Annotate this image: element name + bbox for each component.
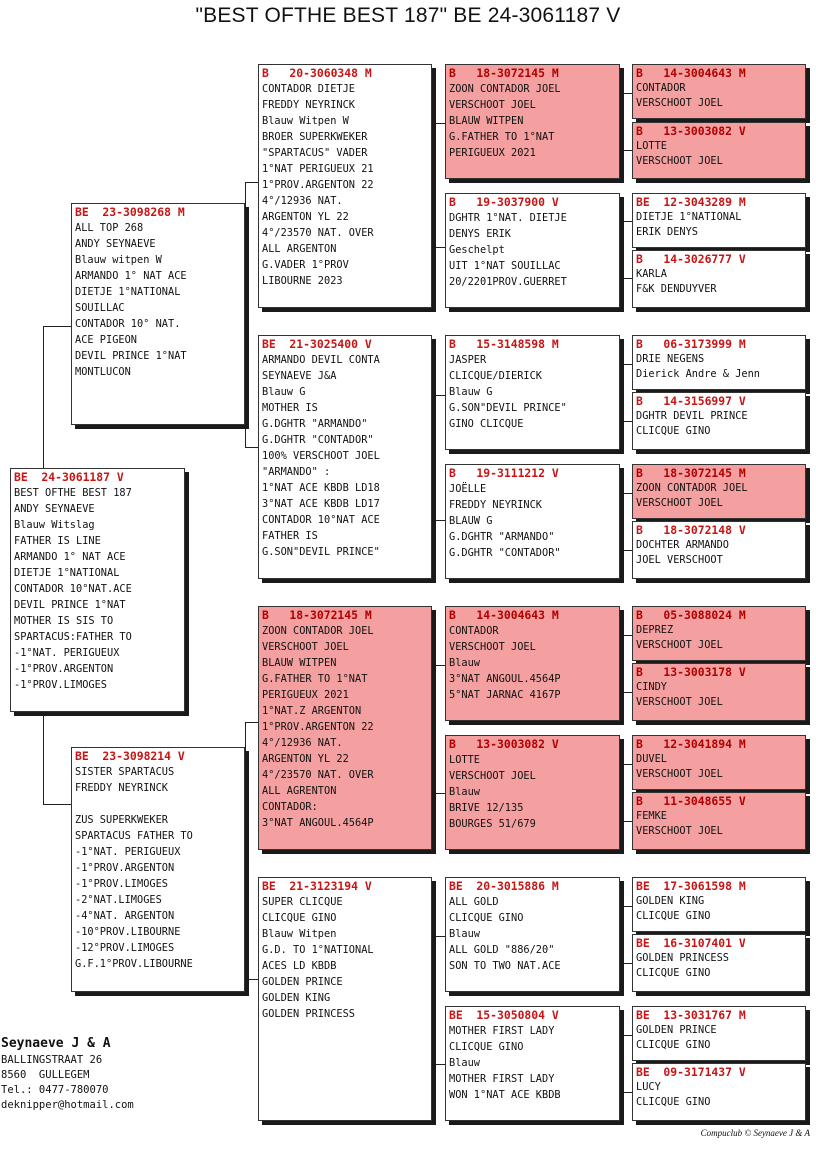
pigeon-card-gen4	[632, 64, 806, 119]
card-line: ARMANDO DEVIL CONTA	[262, 354, 380, 366]
connector-line	[432, 793, 445, 794]
card-line: G.VADER 1°PROV	[262, 259, 349, 271]
connector-line	[432, 665, 433, 793]
card-line: ALL GOLD	[449, 896, 499, 908]
card-line: FREDDY NEYRINCK	[262, 99, 355, 111]
card-line: BROER SUPERKWEKER	[262, 131, 368, 143]
owner-city: 8560 GULLEGEM	[1, 1069, 90, 1081]
ring-number: B 13-3003082 V	[636, 124, 746, 138]
card-line: SOUILLAC	[75, 302, 125, 314]
card-line: VERSCHOOT JOEL	[636, 155, 723, 167]
connector-line	[620, 421, 632, 422]
ring-number: B 14-3004643 M	[449, 608, 559, 622]
card-line: F&K DENDUYVER	[636, 283, 717, 295]
card-line: BEST OFTHE BEST 187	[14, 487, 132, 499]
connector-line	[620, 764, 632, 765]
card-line: 1°NAT PERIGUEUX 21	[262, 163, 374, 175]
card-line: VERSCHOOT JOEL	[636, 825, 723, 837]
ring-number: BE 24-3061187 V	[14, 470, 124, 484]
connector-line	[620, 635, 621, 692]
card-line: -1°NAT. PERIGUEUX	[14, 647, 120, 659]
card-line: LOTTE	[636, 140, 667, 152]
card-line: -1°NAT. PERIGUEUX	[75, 846, 181, 858]
card-line: -1°PROV.LIMOGES	[14, 679, 107, 691]
card-line: VERSCHOOT JOEL	[636, 97, 723, 109]
card-line: VERSCHOOT JOEL	[636, 696, 723, 708]
pigeon-card-gen3	[445, 606, 620, 721]
card-line: G.SON"DEVIL PRINCE"	[449, 402, 567, 414]
connector-line	[620, 1092, 632, 1093]
card-line: BRIVE 12/135	[449, 802, 524, 814]
card-line: MOTHER IS	[262, 402, 318, 414]
connector-line	[432, 1064, 445, 1065]
connector-line	[432, 936, 433, 1064]
pigeon-card-gen3	[445, 335, 620, 450]
pigeon-card-dam-dam	[258, 877, 432, 1121]
pigeon-card-gen3	[445, 64, 620, 179]
card-line: WON 1°NAT ACE KBDB	[449, 1089, 561, 1101]
card-line: CLICQUE GINO	[636, 1096, 711, 1108]
pigeon-card-gen4	[632, 606, 806, 661]
pigeon-card-dam-sire	[258, 606, 432, 850]
card-line: -1°PROV.LIMOGES	[75, 878, 168, 890]
card-line: CONTADOR:	[262, 801, 318, 813]
pigeon-card-gen3	[445, 464, 620, 579]
card-line: MOTHER FIRST LADY	[449, 1073, 555, 1085]
card-line: FATHER IS LINE	[14, 535, 101, 547]
connector-line	[432, 123, 433, 247]
card-line: Blauw	[449, 1057, 480, 1069]
connector-line	[620, 550, 632, 551]
connector-line	[620, 906, 621, 963]
card-line: GOLDEN PRINCE	[636, 1024, 717, 1036]
pigeon-card-subject	[10, 468, 185, 712]
card-line: Blauw witpen W	[75, 254, 162, 266]
pigeon-card-gen4	[632, 193, 806, 248]
connector-line	[620, 93, 632, 94]
card-line: -4°NAT. ARGENTON	[75, 910, 175, 922]
card-line: ALL AGRENTON	[262, 785, 337, 797]
ring-number: B 13-3003082 V	[449, 737, 559, 751]
card-line: CONTADOR 10° NAT.	[75, 318, 181, 330]
card-line: Blauw G	[262, 386, 306, 398]
card-line: DOCHTER ARMANDO	[636, 539, 729, 551]
card-line: DEVIL PRINCE 1°NAT	[14, 599, 126, 611]
pigeon-card-gen4	[632, 122, 806, 179]
card-line: FATHER IS	[262, 530, 318, 542]
card-line: Blauw Witpen	[262, 928, 337, 940]
card-line: ARMANDO 1° NAT ACE	[75, 270, 187, 282]
connector-line	[620, 364, 632, 365]
ring-number: B 13-3003178 V	[636, 665, 746, 679]
owner-street: BALLINGSTRAAT 26	[1, 1054, 103, 1066]
card-line: CLICQUE/DIERICK	[449, 370, 542, 382]
connector-line	[620, 364, 621, 421]
ring-number: B 14-3026777 V	[636, 252, 746, 266]
card-line: ALL TOP 268	[75, 222, 144, 234]
card-line: -1°PROV.ARGENTON	[75, 862, 175, 874]
card-line: GOLDEN PRINCESS	[636, 952, 729, 964]
ring-number: BE 23-3098268 M	[75, 205, 185, 219]
card-line: BLAUW WITPEN	[449, 115, 524, 127]
card-line: Blauw	[449, 786, 480, 798]
connector-line	[620, 278, 632, 279]
card-line: CINDY	[636, 681, 667, 693]
card-line: ZOON CONTADOR JOEL	[262, 625, 374, 637]
owner-name: Seynaeve J & A	[1, 1036, 111, 1051]
card-line: KARLA	[636, 268, 667, 280]
card-line: CONTADOR DIETJE	[262, 83, 355, 95]
card-line: 4°/23570 NAT. OVER	[262, 769, 374, 781]
connector-line	[620, 1035, 621, 1092]
card-line: ACE PIGEON	[75, 334, 137, 346]
card-line: VERSCHOOT JOEL	[636, 639, 723, 651]
card-line: Blauw	[449, 657, 480, 669]
connector-line	[245, 979, 258, 980]
card-line: 20/2201PROV.GUERRET	[449, 276, 567, 288]
card-line: LIBOURNE 2023	[262, 275, 343, 287]
ring-number: BE 21-3025400 V	[262, 337, 372, 351]
card-line: 1°NAT.Z ARGENTON	[262, 705, 362, 717]
card-line: SON TO TWO NAT.ACE	[449, 960, 561, 972]
card-line: VERSCHOOT JOEL	[449, 641, 536, 653]
connector-line	[245, 182, 246, 447]
pigeon-card-gen4	[632, 464, 806, 519]
owner-email: deknipper@hotmail.com	[1, 1099, 134, 1111]
ring-number: BE 09-3171437 V	[636, 1065, 746, 1079]
owner-block	[1, 1035, 134, 1113]
card-line: CLICQUE GINO	[636, 967, 711, 979]
card-line: GINO CLICQUE	[449, 418, 524, 430]
ring-number: B 14-3004643 M	[636, 66, 746, 80]
pigeon-card-gen4	[632, 735, 806, 790]
card-line: ZOON CONTADOR JOEL	[449, 83, 561, 95]
pigeon-card-sire-sire	[258, 64, 432, 308]
connector-line	[620, 821, 632, 822]
card-line: PERIGUEUX 2021	[449, 147, 536, 159]
card-line: ARMANDO 1° NAT ACE	[14, 551, 126, 563]
card-line: -10°PROV.LIBOURNE	[75, 926, 181, 938]
ring-number: B 20-3060348 M	[262, 66, 372, 80]
pigeon-card-sire	[71, 203, 245, 425]
connector-line	[620, 963, 632, 964]
pigeon-card-gen3	[445, 1006, 620, 1121]
connector-line	[620, 493, 632, 494]
card-line: ARGENTON YL 22	[262, 211, 349, 223]
connector-line	[432, 395, 433, 520]
card-line: CLICQUE GINO	[449, 1041, 524, 1053]
card-line: ALL ARGENTON	[262, 243, 337, 255]
card-line: JASPER	[449, 354, 487, 366]
connector-line	[43, 804, 71, 805]
pigeon-card-gen4	[632, 250, 806, 308]
ring-number: B 18-3072145 M	[449, 66, 559, 80]
card-line: DIETJE 1°NATIONAL	[75, 286, 181, 298]
card-line: CONTADOR	[636, 82, 686, 94]
pigeon-card-gen3	[445, 735, 620, 850]
pigeon-card-sire-dam	[258, 335, 432, 579]
ring-number: BE 21-3123194 V	[262, 879, 372, 893]
card-line: SPARTACUS:FATHER TO	[14, 631, 132, 643]
card-line: ARGENTON YL 22	[262, 753, 349, 765]
card-line: DGHTR DEVIL PRINCE	[636, 410, 748, 422]
card-line: ZUS SUPERKWEKER	[75, 814, 168, 826]
pigeon-card-gen4	[632, 792, 806, 850]
card-line: DIETJE 1°NATIONAL	[14, 567, 120, 579]
card-line: GOLDEN PRINCE	[262, 976, 343, 988]
card-line: -12°PROV.LIMOGES	[75, 942, 175, 954]
pigeon-card-dam	[71, 747, 245, 992]
card-line: MOTHER FIRST LADY	[449, 1025, 555, 1037]
card-line: SUPER CLICQUE	[262, 896, 343, 908]
pigeon-card-gen4	[632, 934, 806, 992]
ring-number: B 18-3072148 V	[636, 523, 746, 537]
card-line: FREDDY NEYRINCK	[449, 499, 542, 511]
connector-line	[43, 712, 44, 804]
card-line: VERSCHOOT JOEL	[449, 770, 536, 782]
card-line: FREDDY NEYRINCK	[75, 782, 168, 794]
card-line: "ARMANDO" :	[262, 466, 331, 478]
card-line: VERSCHOOT JOEL	[636, 497, 723, 509]
card-line: ERIK DENYS	[636, 226, 698, 238]
ring-number: B 14-3156997 V	[636, 394, 746, 408]
ring-number: BE 20-3015886 M	[449, 879, 559, 893]
connector-line	[432, 665, 445, 666]
connector-line	[43, 326, 71, 327]
connector-line	[620, 150, 632, 151]
pigeon-card-gen4	[632, 1006, 806, 1061]
card-line: DENYS ERIK	[449, 228, 511, 240]
card-line: CLICQUE GINO	[636, 425, 711, 437]
card-line: CONTADOR 10°NAT.ACE	[14, 583, 132, 595]
card-line: 1°PROV.ARGENTON 22	[262, 721, 374, 733]
card-line: DIETJE 1°NATIONAL	[636, 211, 742, 223]
card-line: FEMKE	[636, 810, 667, 822]
pigeon-card-gen3	[445, 877, 620, 992]
card-line: -1°PROV.ARGENTON	[14, 663, 114, 675]
card-line: G.FATHER TO 1°NAT	[449, 131, 555, 143]
card-line: 5°NAT JARNAC 4167P	[449, 689, 561, 701]
card-line: 4°/23570 NAT. OVER	[262, 227, 374, 239]
ring-number: BE 15-3050804 V	[449, 1008, 559, 1022]
card-line: ALL GOLD "886/20"	[449, 944, 555, 956]
connector-line	[620, 692, 632, 693]
connector-line	[620, 493, 621, 550]
card-line: MONTLUCON	[75, 366, 131, 378]
ring-number: BE 13-3031767 M	[636, 1008, 746, 1022]
card-line: G.DGHTR "ARMANDO"	[449, 531, 555, 543]
connector-line	[620, 764, 621, 821]
card-line: DEVIL PRINCE 1°NAT	[75, 350, 187, 362]
ring-number: B 12-3041894 M	[636, 737, 746, 751]
ring-number: B 15-3148598 M	[449, 337, 559, 351]
card-line: SPARTACUS FATHER TO	[75, 830, 193, 842]
card-line: "SPARTACUS" VADER	[262, 147, 368, 159]
card-line: DEPREZ	[636, 624, 674, 636]
card-line: G.DGHTR "ARMANDO"	[262, 418, 368, 430]
card-line: VERSCHOOT JOEL	[449, 99, 536, 111]
card-line: 100% VERSCHOOT JOEL	[262, 450, 380, 462]
card-line: 1°NAT ACE KBDB LD18	[262, 482, 380, 494]
pigeon-card-gen4	[632, 392, 806, 450]
card-line: -2°NAT.LIMOGES	[75, 894, 162, 906]
card-line: Blauw G	[449, 386, 493, 398]
card-line: SISTER SPARTACUS	[75, 766, 175, 778]
pigeon-card-gen4	[632, 1063, 806, 1121]
connector-line	[432, 395, 445, 396]
pigeon-card-gen4	[632, 521, 806, 579]
card-line: GOLDEN PRINCESS	[262, 1008, 355, 1020]
ring-number: BE 12-3043289 M	[636, 195, 746, 209]
pedigree-title: "BEST OFTHE BEST 187" BE 24-3061187 V	[195, 4, 621, 27]
card-line: Blauw Witslag	[14, 519, 95, 531]
card-line: 4°/12936 NAT.	[262, 195, 343, 207]
footer-credit: Compuclub © Seynaeve J & A	[700, 1128, 810, 1138]
card-line: G.D. TO 1°NATIONAL	[262, 944, 374, 956]
connector-line	[620, 221, 621, 278]
card-line: DUVEL	[636, 753, 667, 765]
card-line: ZOON CONTADOR JOEL	[636, 482, 748, 494]
connector-line	[245, 447, 258, 448]
card-line: CLICQUE GINO	[636, 910, 711, 922]
card-line: G.DGHTR "CONTADOR"	[449, 547, 561, 559]
card-line: JOËLLE	[449, 483, 487, 495]
card-line: 3°NAT ACE KBDB LD17	[262, 498, 380, 510]
card-line: G.SON"DEVIL PRINCE"	[262, 546, 380, 558]
card-line: BLAUW WITPEN	[262, 657, 337, 669]
card-line: G.F.1°PROV.LIBOURNE	[75, 958, 193, 970]
pigeon-card-gen3	[445, 193, 620, 308]
card-line: 3°NAT ANGOUL.4564P	[262, 817, 374, 829]
card-line: DGHTR 1°NAT. DIETJE	[449, 212, 567, 224]
card-line: G.DGHTR "CONTADOR"	[262, 434, 374, 446]
card-line: ANDY SEYNAEVE	[14, 503, 95, 515]
connector-line	[620, 221, 632, 222]
ring-number: B 06-3173999 M	[636, 337, 746, 351]
connector-line	[620, 1035, 632, 1036]
connector-line	[620, 906, 632, 907]
ring-number: BE 23-3098214 V	[75, 749, 185, 763]
card-line: Blauw Witpen W	[262, 115, 349, 127]
card-line: CLICQUE GINO	[262, 912, 337, 924]
card-line: BLAUW G	[449, 515, 493, 527]
card-line: LOTTE	[449, 754, 480, 766]
connector-line	[620, 93, 621, 150]
card-line: CONTADOR 10°NAT ACE	[262, 514, 380, 526]
ring-number: B 05-3088024 M	[636, 608, 746, 622]
card-line: CLICQUE GINO	[636, 1039, 711, 1051]
card-line: G.FATHER TO 1°NAT	[262, 673, 368, 685]
card-line: CLICQUE GINO	[449, 912, 524, 924]
ring-number: B 19-3037900 V	[449, 195, 559, 209]
connector-line	[245, 182, 258, 183]
connector-line	[43, 326, 44, 468]
card-line: SEYNAEVE J&A	[262, 370, 337, 382]
card-line: ACES LD KBDB	[262, 960, 337, 972]
card-line: GOLDEN KING	[636, 895, 705, 907]
card-line: ANDY SEYNAEVE	[75, 238, 156, 250]
ring-number: B 19-3111212 V	[449, 466, 559, 480]
card-line: 4°/12936 NAT.	[262, 737, 343, 749]
ring-number: B 18-3072145 M	[262, 608, 372, 622]
card-line: DRIE NEGENS	[636, 353, 705, 365]
card-line: 1°PROV.ARGENTON 22	[262, 179, 374, 191]
pigeon-card-gen4	[632, 877, 806, 932]
connector-line	[245, 722, 258, 723]
card-line: Geschelpt	[449, 244, 505, 256]
card-line: UIT 1°NAT SOUILLAC	[449, 260, 561, 272]
connector-line	[432, 520, 445, 521]
connector-line	[432, 123, 445, 124]
card-line: PERIGUEUX 2021	[262, 689, 349, 701]
ring-number: B 18-3072145 M	[636, 466, 746, 480]
card-line: MOTHER IS SIS TO	[14, 615, 114, 627]
card-line: Dierick Andre & Jenn	[636, 368, 760, 380]
pigeon-card-gen4	[632, 335, 806, 390]
card-line: LUCY	[636, 1081, 661, 1093]
ring-number: B 11-3048655 V	[636, 794, 746, 808]
card-line: 3°NAT ANGOUL.4564P	[449, 673, 561, 685]
pigeon-card-gen4	[632, 663, 806, 721]
card-line: GOLDEN KING	[262, 992, 331, 1004]
card-line: VERSCHOOT JOEL	[262, 641, 349, 653]
card-line	[75, 796, 241, 812]
connector-line	[620, 635, 632, 636]
connector-line	[432, 247, 445, 248]
ring-number: BE 17-3061598 M	[636, 879, 746, 893]
card-line: Blauw	[449, 928, 480, 940]
card-line: BOURGES 51/679	[449, 818, 536, 830]
card-line: VERSCHOOT JOEL	[636, 768, 723, 780]
connector-line	[432, 936, 445, 937]
owner-phone: Tel.: 0477-780070	[1, 1084, 109, 1096]
card-line: JOEL VERSCHOOT	[636, 554, 723, 566]
ring-number: BE 16-3107401 V	[636, 936, 746, 950]
connector-line	[245, 722, 246, 979]
card-line: CONTADOR	[449, 625, 499, 637]
